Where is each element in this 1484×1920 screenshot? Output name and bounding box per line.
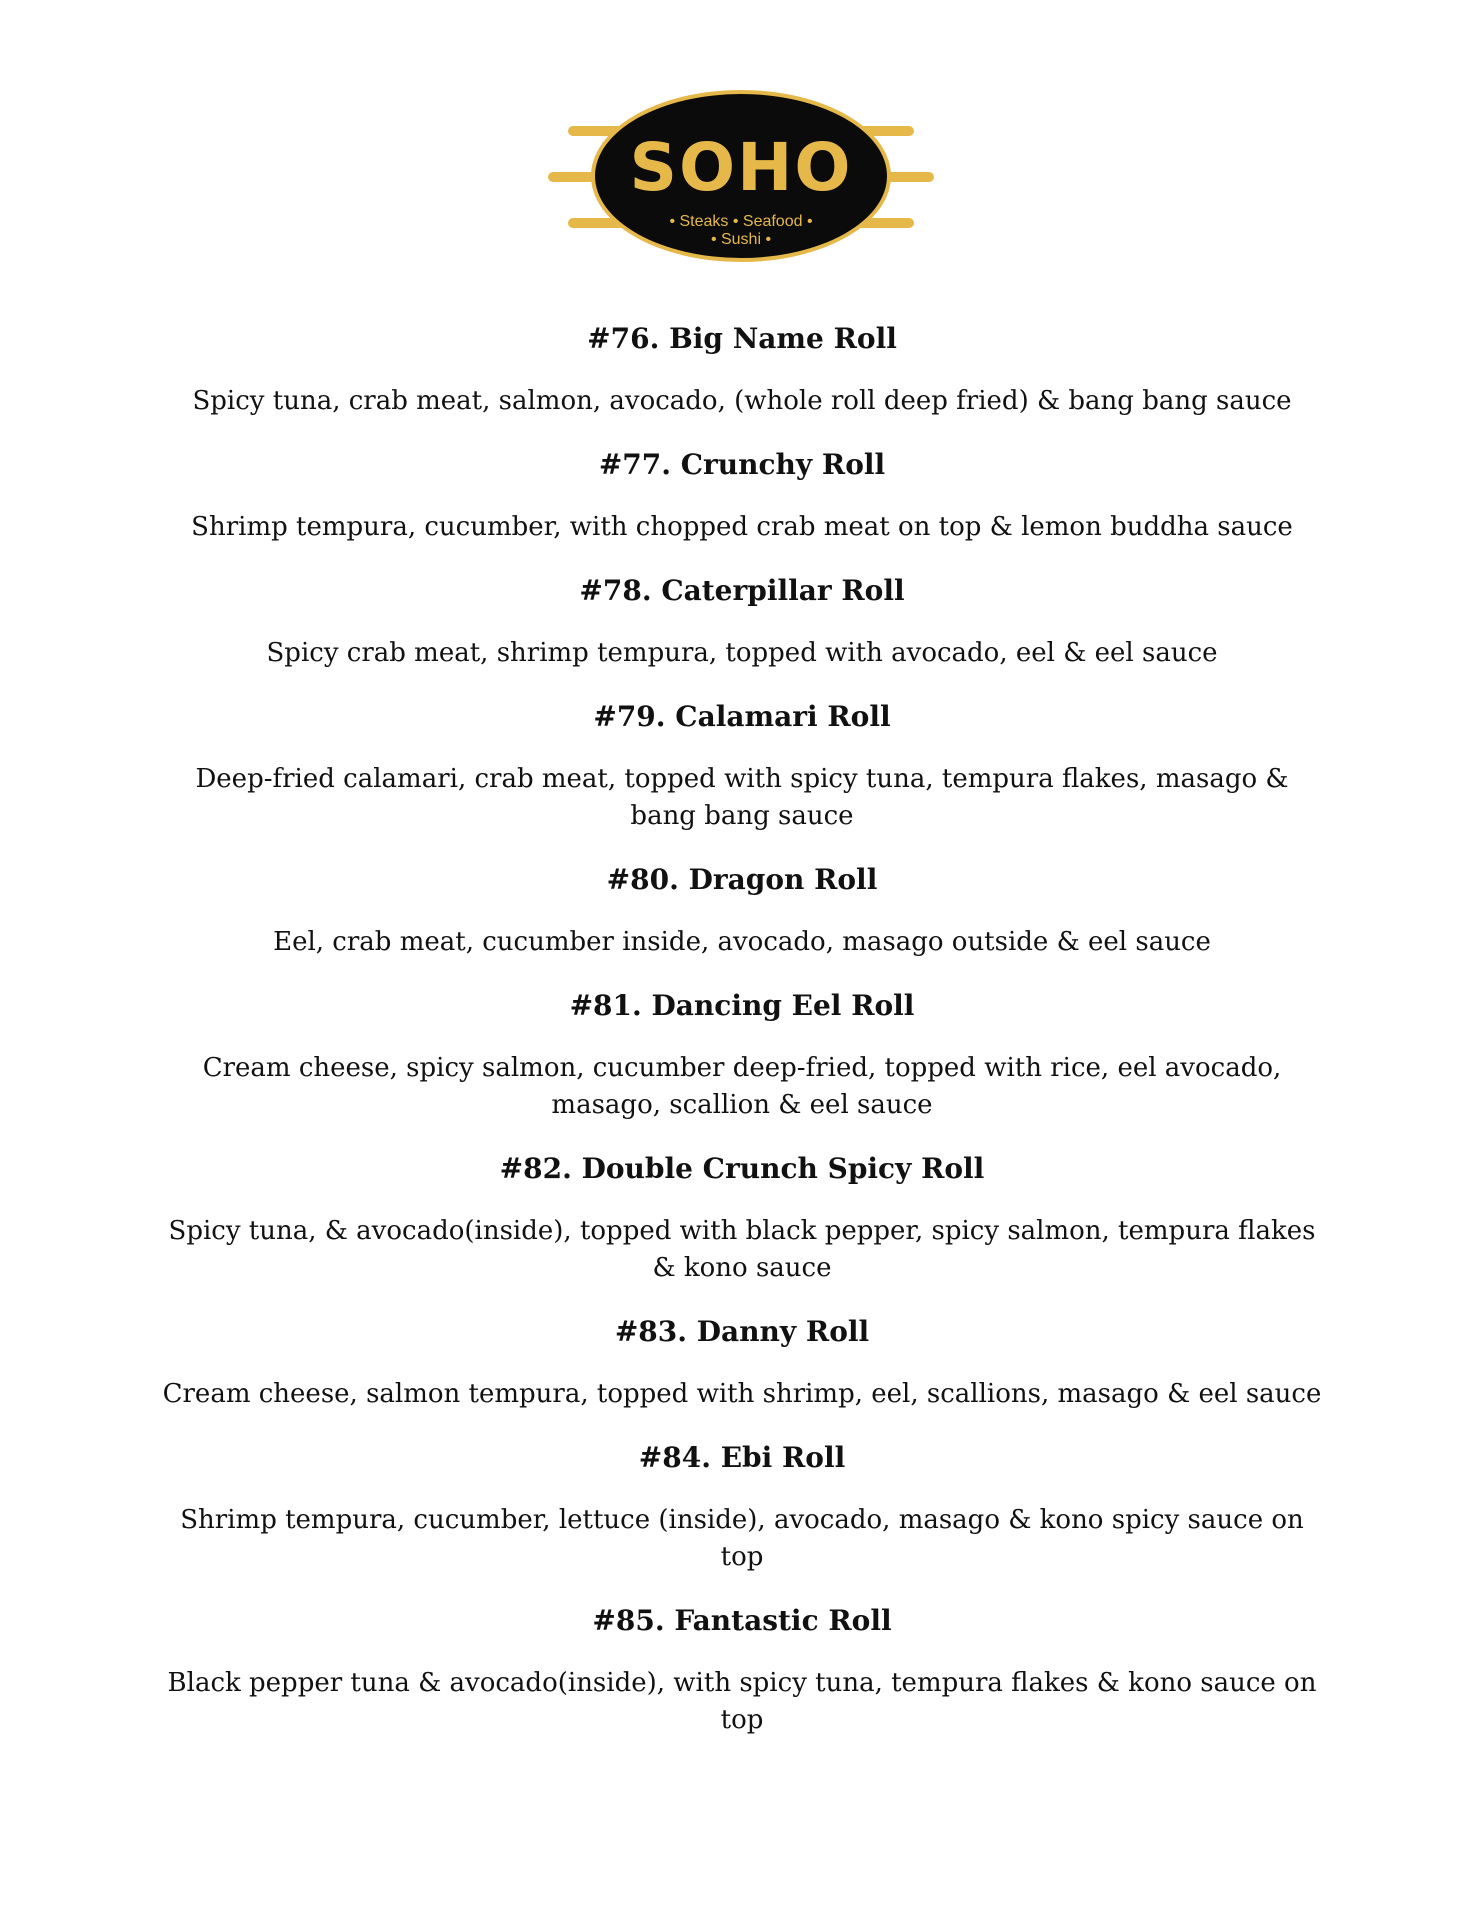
menu-item-title: #77. Crunchy Roll: [598, 448, 886, 481]
menu-item-title: #78. Caterpillar Roll: [579, 574, 905, 607]
menu-item-title: #80. Dragon Roll: [606, 863, 878, 896]
menu-item: [160, 1437, 1324, 1576]
menu-item-title: #82. Double Crunch Spicy Roll: [499, 1152, 985, 1185]
menu-item: [160, 985, 1324, 1124]
menu-item-description: Black pepper tuna & avocado(inside), with spicy tuna, tempura flakes & kono sauce on top: [167, 1668, 1317, 1735]
soho-logo-graphic: [548, 86, 934, 266]
logo-wordmark: SOHO: [629, 129, 853, 206]
menu-item: [160, 444, 1324, 546]
menu-item-description: Shrimp tempura, cucumber, with chopped crab meat on top & lemon buddha sauce: [191, 512, 1293, 542]
menu-item-title: #79. Calamari Roll: [593, 700, 891, 733]
menu-item-title: #76. Big Name Roll: [587, 322, 897, 355]
menu-item-description: Spicy tuna, crab meat, salmon, avocado, (whole roll deep fried) & bang bang sauce: [192, 386, 1292, 416]
menu-item: [160, 570, 1324, 672]
logo-tagline-line1: • Steaks • Seafood •: [669, 213, 813, 230]
menu-item-description: Spicy crab meat, shrimp tempura, topped with avocado, eel & eel sauce: [266, 638, 1218, 668]
menu-item-title: #81. Dancing Eel Roll: [569, 989, 915, 1022]
menu-item: [160, 696, 1324, 835]
menu-item-title: #84. Ebi Roll: [638, 1441, 846, 1474]
menu-item-description: Shrimp tempura, cucumber, lettuce (inside), avocado, masago & kono spicy sauce on top: [180, 1505, 1304, 1572]
soho-logo: [548, 86, 934, 266]
menu-item: [160, 1148, 1324, 1287]
menu-item-description: Cream cheese, spicy salmon, cucumber deep-fried, topped with rice, eel avocado, masago, scallion & eel sauce: [202, 1053, 1282, 1120]
menu-item: [160, 1311, 1324, 1413]
menu-item: [160, 859, 1324, 961]
menu-item: [160, 1600, 1324, 1739]
menu-item-description: Eel, crab meat, cucumber inside, avocado, masago outside & eel sauce: [273, 927, 1211, 957]
menu-item-description: Deep-fried calamari, crab meat, topped with spicy tuna, tempura flakes, masago & bang bang sauce: [195, 764, 1289, 831]
menu-item-list: [160, 318, 1324, 1763]
menu-item-title: #85. Fantastic Roll: [592, 1604, 892, 1637]
menu-item: [160, 318, 1324, 420]
menu-item-description: Spicy tuna, & avocado(inside), topped with black pepper, spicy salmon, tempura flakes & kono sauce: [168, 1216, 1316, 1283]
menu-item-title: #83. Danny Roll: [614, 1315, 870, 1348]
logo-tagline-line2: • Sushi •: [710, 231, 772, 248]
menu-item-description: Cream cheese, salmon tempura, topped with shrimp, eel, scallions, masago & eel sauce: [162, 1379, 1322, 1409]
